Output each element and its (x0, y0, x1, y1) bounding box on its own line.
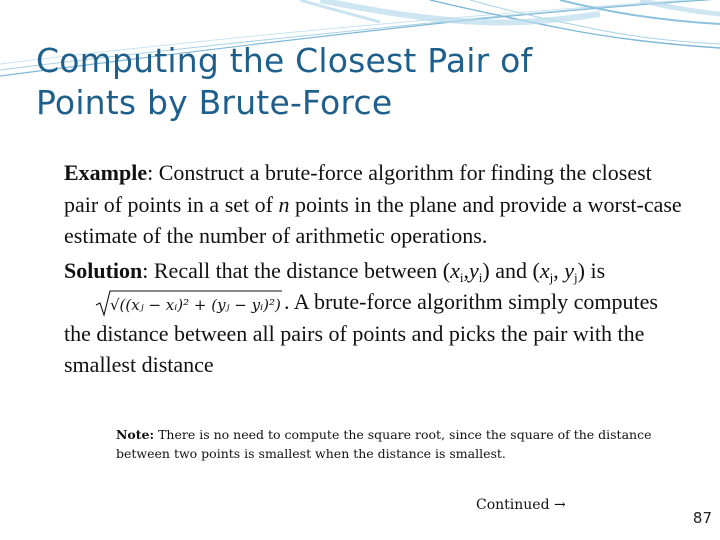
continued-label: Continued → (476, 497, 566, 513)
var-y-1: y (469, 257, 479, 283)
page-number: 87 (692, 509, 712, 527)
var-y-2: y (564, 257, 574, 283)
comma-1: , (463, 257, 470, 283)
example-paragraph (64, 157, 684, 252)
example-var-n: n (278, 191, 290, 217)
note-body: There is no need to compute the square root, since the square of the distance between two points is smallest when the distance is smallest. (116, 427, 652, 461)
distance-formula (94, 289, 284, 317)
solution-paragraph (64, 255, 684, 381)
note-label: Note: (116, 427, 155, 442)
slide-body (64, 157, 684, 381)
solution-text-3: ) is (577, 257, 606, 283)
example-text: : Construct a brute-force algorithm for finding the closest pair of points in a set of (64, 160, 652, 217)
sub-j-1: j (549, 269, 554, 285)
sub-j-2: j (574, 269, 578, 285)
formula-text: √((xⱼ − xᵢ)² + (yⱼ − yᵢ)²) (110, 296, 281, 314)
note-text (116, 425, 656, 463)
var-x-1: x (450, 257, 460, 283)
solution-text-2: ) and ( (482, 257, 540, 283)
title-line-2: Points by Brute-Force (36, 83, 393, 122)
example-text-end: points in the plane and provide a worst-case estimate of the number of arithmetic operations. (64, 191, 682, 248)
title-line-1: Computing the Closest Pair of (36, 41, 533, 80)
solution-text-4: . A brute-force algorithm simply computes the distance between all pairs of points and picks the pair with the smallest distance (64, 289, 658, 377)
solution-label: Solution (64, 257, 143, 283)
solution-text-1: : Recall that the distance between ( (142, 257, 451, 283)
var-x-2: x (539, 257, 550, 283)
sub-i-1: i (459, 269, 464, 285)
comma-2: , (553, 257, 559, 283)
slide-title (36, 40, 676, 124)
sub-i-2: i (478, 269, 483, 285)
example-label: Example (64, 160, 148, 185)
